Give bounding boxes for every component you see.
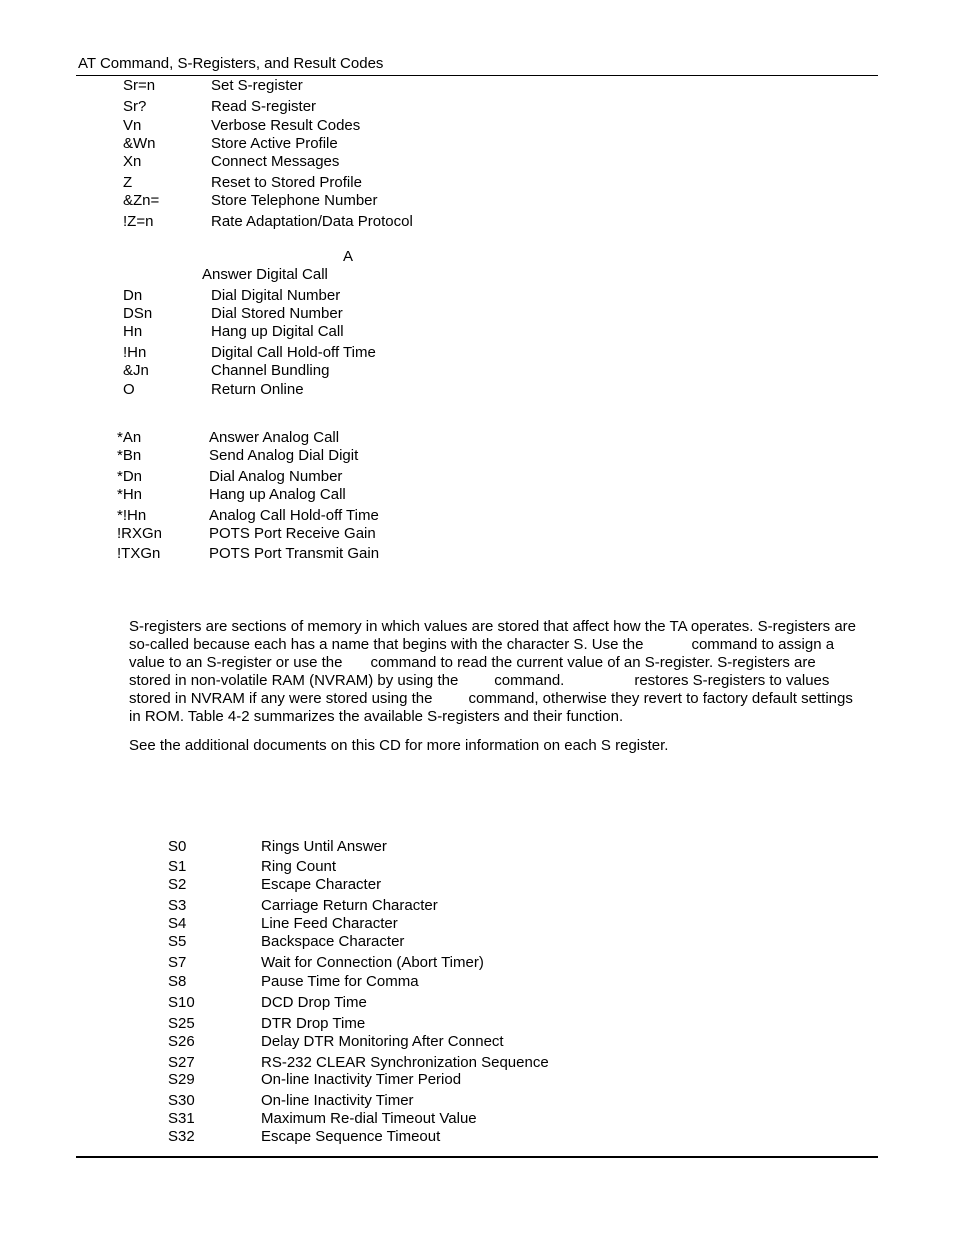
command-code: &Jn [123, 362, 149, 379]
register-description: RS-232 CLEAR Synchronization Sequence [261, 1054, 549, 1071]
register-description: Line Feed Character [261, 915, 398, 932]
command-description: Reset to Stored Profile [211, 174, 362, 191]
command-description: Answer Analog Call [209, 429, 340, 446]
command-description: Connect Messages [211, 153, 340, 170]
command-code: &Zn= [123, 192, 160, 209]
command-description: POTS Port Transmit Gain [209, 545, 380, 562]
paragraph-text: S-registers are sections of memory in which values are stored that affect how the TA operates. S-registers are so-called because each has a name that begins with the character S. Use the [129, 618, 857, 653]
register-description: Escape Sequence Timeout [261, 1128, 441, 1145]
command-code: *An [117, 429, 142, 446]
register-name: S10 [168, 994, 195, 1011]
command-code: !RXGn [117, 525, 163, 542]
command-code: !Z=n [123, 213, 154, 230]
register-description: On-line Inactivity Timer Period [261, 1071, 462, 1088]
command-description: Rate Adaptation/Data Protocol [211, 213, 413, 230]
register-name: S1 [168, 858, 187, 875]
register-name: S7 [168, 954, 187, 971]
command-description: Answer Digital Call [202, 266, 328, 283]
register-description: On-line Inactivity Timer [261, 1092, 414, 1109]
register-description: Carriage Return Character [261, 897, 438, 914]
command-code: *Hn [117, 486, 143, 503]
command-code: *Bn [117, 447, 142, 464]
register-name: S3 [168, 897, 187, 914]
command-description: Set S-register [211, 77, 303, 94]
command-description: Verbose Result Codes [211, 117, 361, 134]
register-description: Delay DTR Monitoring After Connect [261, 1033, 504, 1050]
sregisters-paragraph [129, 618, 859, 726]
command-description: Send Analog Dial Digit [209, 447, 359, 464]
register-description: Escape Character [261, 876, 382, 893]
command-description: Dial Stored Number [211, 305, 343, 322]
command-code: O [123, 381, 135, 398]
register-name: S2 [168, 876, 187, 893]
register-name: S8 [168, 973, 187, 990]
paragraph-text: command to assign a value to an S-register or use the [129, 636, 835, 671]
command-description: Dial Analog Number [209, 468, 343, 485]
register-description: Wait for Connection (Abort Timer) [261, 954, 484, 971]
register-name: S5 [168, 933, 187, 950]
command-code: Z [123, 174, 133, 191]
register-description: Ring Count [261, 858, 337, 875]
command-code: A [343, 248, 354, 265]
command-description: Analog Call Hold-off Time [209, 507, 379, 524]
register-name: S31 [168, 1110, 195, 1127]
register-name: S29 [168, 1071, 195, 1088]
paragraph-text: command, otherwise they revert to factory default settings in ROM. Table 4-2 summarizes the available S-registers and their function. [129, 690, 853, 725]
command-description: Dial Digital Number [211, 287, 341, 304]
command-description: Hang up Digital Call [211, 323, 344, 340]
command-description: POTS Port Receive Gain [209, 525, 376, 542]
register-description: Backspace Character [261, 933, 405, 950]
page-header-title: AT Command, S-Registers, and Result Codes [78, 55, 384, 72]
command-code: DSn [123, 305, 153, 322]
register-name: S26 [168, 1033, 195, 1050]
command-code: &Wn [123, 135, 156, 152]
command-code: !TXGn [117, 545, 161, 562]
register-description: DCD Drop Time [261, 994, 367, 1011]
paragraph-text: restores S-registers to values stored in NVRAM if any were stored using the [129, 672, 830, 707]
command-description: Store Telephone Number [211, 192, 378, 209]
command-code: *Dn [117, 468, 143, 485]
register-name: S27 [168, 1054, 195, 1071]
command-code: Dn [123, 287, 143, 304]
command-code: !Hn [123, 344, 147, 361]
see-also-note: See the additional documents on this CD for more information on each S register. [129, 737, 669, 754]
register-name: S32 [168, 1128, 195, 1145]
register-name: S0 [168, 838, 187, 855]
command-code: Sr? [123, 98, 147, 115]
command-code: Sr=n [123, 77, 156, 94]
register-description: Pause Time for Comma [261, 973, 419, 990]
command-code: Vn [123, 117, 142, 134]
register-description: Rings Until Answer [261, 838, 387, 855]
footer-rule [76, 1156, 878, 1158]
register-description: Maximum Re-dial Timeout Value [261, 1110, 477, 1127]
command-code: Xn [123, 153, 142, 170]
command-description: Return Online [211, 381, 304, 398]
header-rule [76, 75, 878, 76]
register-name: S30 [168, 1092, 195, 1109]
register-name: S4 [168, 915, 187, 932]
register-name: S25 [168, 1015, 195, 1032]
command-code: Hn [123, 323, 143, 340]
command-code: *!Hn [117, 507, 147, 524]
command-description: Hang up Analog Call [209, 486, 346, 503]
register-description: DTR Drop Time [261, 1015, 366, 1032]
command-description: Store Active Profile [211, 135, 338, 152]
command-description: Read S-register [211, 98, 317, 115]
command-description: Digital Call Hold-off Time [211, 344, 376, 361]
command-description: Channel Bundling [211, 362, 330, 379]
paragraph-text: command to read the current value of an S-register. S-registers are stored in non-volatile RAM (NVRAM) by using the [129, 654, 816, 689]
paragraph-text: command. [494, 672, 565, 689]
